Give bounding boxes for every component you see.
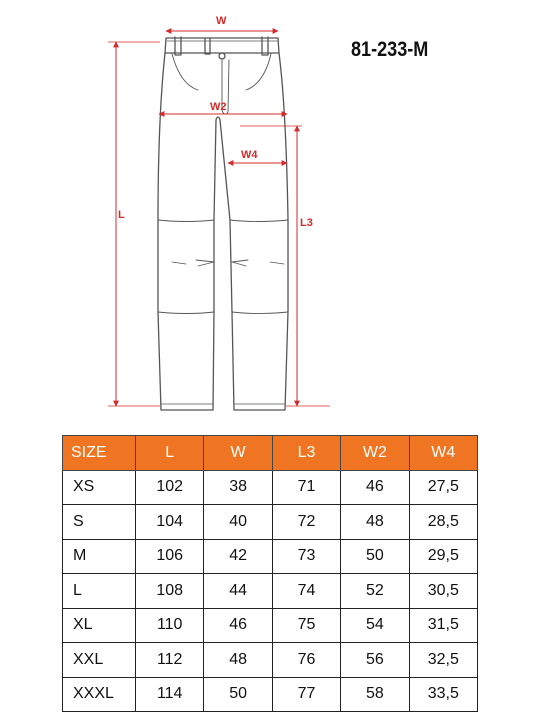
size-table-header <box>63 436 478 471</box>
table-row <box>63 608 478 643</box>
cell-size: L <box>63 574 136 609</box>
knee-seam-lower-left <box>158 312 214 314</box>
knee-dart-right <box>232 260 248 266</box>
header-l3: L3 <box>272 436 340 471</box>
cell-w: 38 <box>204 470 272 505</box>
dimension-lines <box>108 31 330 406</box>
cell-w2: 56 <box>341 643 409 678</box>
cell-w4: 29,5 <box>409 539 477 574</box>
cell-w4: 28,5 <box>409 505 477 540</box>
cell-w4: 31,5 <box>409 608 477 643</box>
dim-w-label: W <box>216 15 227 27</box>
table-row <box>63 574 478 609</box>
table-row <box>63 505 478 540</box>
cell-w4: 33,5 <box>409 677 477 712</box>
cell-size: S <box>63 505 136 540</box>
crotch <box>216 117 220 120</box>
cell-w2: 48 <box>341 505 409 540</box>
dim-w4-label: W4 <box>241 149 258 161</box>
cell-l3: 73 <box>272 539 340 574</box>
cell-l3: 74 <box>272 574 340 609</box>
cell-w4: 30,5 <box>409 574 477 609</box>
cell-l3: 75 <box>272 608 340 643</box>
cell-size: XS <box>63 470 136 505</box>
cell-w2: 58 <box>341 677 409 712</box>
knee-dart-left <box>196 260 214 266</box>
cell-size: M <box>63 539 136 574</box>
cell-w: 44 <box>204 574 272 609</box>
cell-w2: 54 <box>341 608 409 643</box>
header-w: W <box>204 436 272 471</box>
dim-w2-label: W2 <box>210 101 227 113</box>
table-row <box>63 470 478 505</box>
dim-l-label: L <box>118 209 125 221</box>
cell-l3: 71 <box>272 470 340 505</box>
dim-l3-label: L3 <box>300 217 313 229</box>
knee-seam-upper-right <box>230 220 288 222</box>
header-size: SIZE <box>63 436 136 471</box>
cell-w: 50 <box>204 677 272 712</box>
cell-w: 48 <box>204 643 272 678</box>
header-w2: W2 <box>341 436 409 471</box>
cell-l: 108 <box>136 574 204 609</box>
cell-w: 40 <box>204 505 272 540</box>
cell-l: 102 <box>136 470 204 505</box>
right-leg-outline <box>220 53 288 410</box>
cell-w: 42 <box>204 539 272 574</box>
product-code: 81-233-M <box>351 38 429 61</box>
cell-w2: 52 <box>341 574 409 609</box>
pocket-left <box>172 54 198 90</box>
knee-seam-upper-left <box>158 220 214 222</box>
cell-size: XL <box>63 608 136 643</box>
belt-loop-right <box>262 37 268 55</box>
cell-size: XXL <box>63 643 136 678</box>
header-l: L <box>136 436 204 471</box>
cell-l3: 77 <box>272 677 340 712</box>
cell-l3: 72 <box>272 505 340 540</box>
cell-w4: 32,5 <box>409 643 477 678</box>
trousers-outline <box>158 37 288 410</box>
knee-dart-left-2 <box>172 262 186 264</box>
table-row <box>63 539 478 574</box>
cell-l3: 76 <box>272 643 340 678</box>
cell-w2: 46 <box>341 470 409 505</box>
left-leg-outline <box>158 53 216 410</box>
size-table <box>62 435 478 712</box>
knee-dart-right-2 <box>270 262 284 264</box>
table-row <box>63 677 478 712</box>
button <box>219 53 225 59</box>
cell-l: 114 <box>136 677 204 712</box>
cell-l: 104 <box>136 505 204 540</box>
pocket-right <box>246 54 271 90</box>
header-w4: W4 <box>409 436 477 471</box>
table-row <box>63 643 478 678</box>
cell-l: 112 <box>136 643 204 678</box>
knee-seam-lower-right <box>232 312 288 314</box>
cell-size: XXXL <box>63 677 136 712</box>
cell-l: 110 <box>136 608 204 643</box>
belt-loop-center <box>205 38 210 54</box>
cell-w: 46 <box>204 608 272 643</box>
cell-w2: 50 <box>341 539 409 574</box>
belt-loop-left <box>175 37 181 55</box>
cell-l: 106 <box>136 539 204 574</box>
cell-w4: 27,5 <box>409 470 477 505</box>
